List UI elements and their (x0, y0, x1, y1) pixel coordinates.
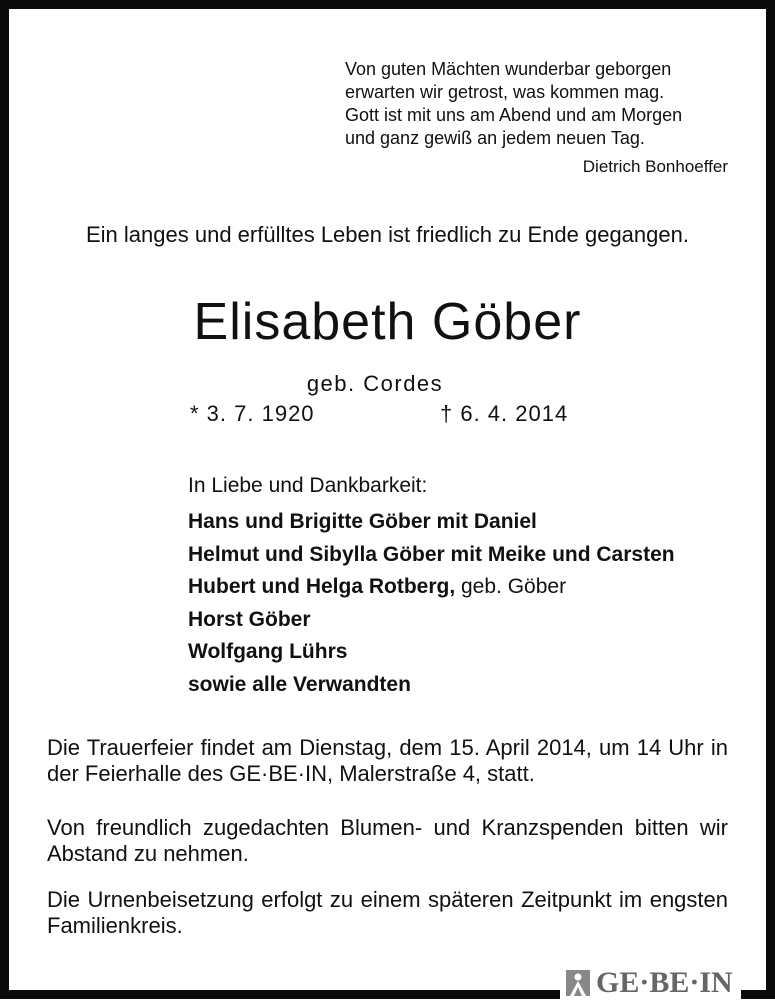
maiden-name: geb. Cordes (306, 371, 444, 396)
family-member: Hans und Brigitte Göber mit Daniel (188, 510, 537, 533)
funeral-info: Die Trauerfeier findet am Dienstag, dem 15. April 2014, um 14 Uhr in der Feierhalle des GE·BE·IN, Malerstraße 4, statt. (47, 735, 728, 786)
deceased-name: Elisabeth Göber (193, 293, 582, 351)
family-member: Wolfgang Lührs (188, 640, 348, 664)
border-bottom-right (735, 990, 775, 999)
death-date: † 6. 4. 2014 (440, 401, 569, 426)
quote-line: erwarten wir getrost, was kommen mag. (345, 82, 665, 102)
gebein-logo-icon (566, 970, 590, 996)
family-member: Hubert und Helga Rotberg, geb. Göber (188, 575, 567, 599)
intro-line: Ein langes und erfülltes Leben ist friedlich zu Ende gegangen. (86, 222, 689, 247)
gebein-logo-text: GE·BE·IN (596, 966, 733, 999)
family-member: Helmut und Sibylla Göber mit Meike und Carsten (188, 542, 675, 566)
border-bottom-left (0, 990, 565, 999)
thanks-heading: In Liebe und Dankbarkeit: (188, 474, 428, 497)
family-member: Horst Göber (188, 607, 311, 631)
quote-author: Dietrich Bonhoeffer (582, 157, 728, 176)
quote-line: Von guten Mächten wunderbar geborgen (345, 59, 672, 79)
gebein-logo (560, 966, 741, 1000)
burial-note: Die Urnenbeisetzung erfolgt zu einem späteren Zeitpunkt im engsten Familienkreis. (47, 887, 728, 938)
quote-line: und ganz gewiß an jedem neuen Tag. (345, 128, 645, 148)
birth-date: * 3. 7. 1920 (190, 401, 315, 426)
flower-note: Von freundlich zugedachten Blumen- und Kranzspenden bitten wir Abstand zu nehmen. (47, 815, 728, 866)
bonhoeffer-quote (345, 58, 682, 150)
family-list (188, 506, 675, 702)
quote-line: Gott ist mit uns am Abend und am Morgen (345, 105, 683, 125)
family-member: sowie alle Verwandten (188, 672, 411, 696)
